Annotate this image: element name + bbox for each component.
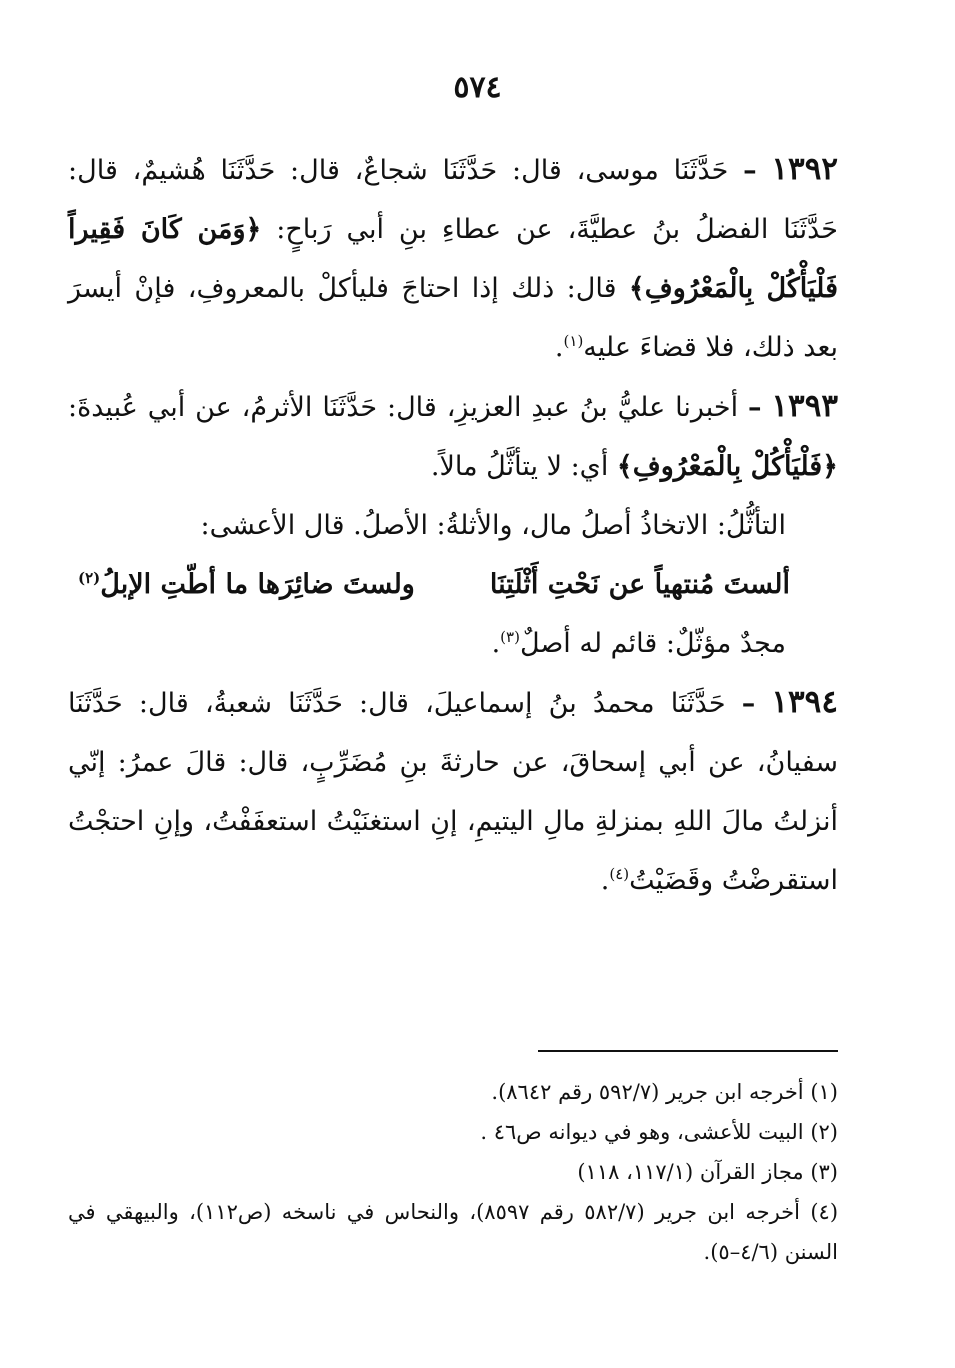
sentence-end: .	[491, 628, 501, 659]
footnote-1	[68, 1072, 838, 1112]
footnote-text: أخرجه ابن جرير (٥٨٢/٧ رقم ٨٥٩٧)، والنحاس في ناسخه (ص١١٢)، والبيهقي في السنن (٤/٦–٥).	[68, 1200, 838, 1264]
footnote-3	[68, 1152, 838, 1192]
footnote-label: (٢)	[810, 1120, 838, 1144]
footnote-reference: (٣)	[500, 628, 520, 646]
sentence-end: .	[600, 865, 610, 896]
footnote-label: (١)	[810, 1080, 838, 1104]
hadith-text: أخبرنا عليُّ بنُ عبدِ العزيزِ، قال: حَدَّثَنَا الأثرمُ، عن أبي عُبيدةَ:	[68, 392, 748, 423]
footnote-reference: (١)	[563, 332, 584, 350]
page-number: ٥٧٤	[453, 70, 502, 105]
hadith-1394	[68, 673, 838, 910]
hadith-text: حَدَّثَنَا موسى، قال: حَدَّثَنَا شجاعٌ، قال: حَدَّثَنَا هُشيمٌ، قال: حَدَّثَنَا الفضلُ بنُ عطيَّةَ، عن عطاءِ بنِ أبي رَباحٍ:	[68, 155, 838, 245]
separator-dash: –	[747, 392, 762, 423]
hadith-number: ١٣٩٤	[771, 684, 838, 720]
footnote-reference: (٢)	[78, 569, 101, 587]
hadith-1393	[68, 377, 838, 496]
sentence-end: .	[554, 332, 564, 363]
gloss-line	[68, 614, 838, 673]
footnote-label: (٣)	[810, 1160, 838, 1184]
footnote-divider	[538, 1050, 838, 1052]
footnote-reference: (٤)	[609, 865, 630, 883]
hadith-number: ١٣٩٢	[771, 151, 838, 187]
footnote-4	[68, 1192, 838, 1272]
hadith-text: أي: لا يتأثَّلُ مالاً.	[430, 451, 617, 482]
footnote-label: (٤)	[810, 1200, 839, 1224]
footnotes-section	[68, 1072, 838, 1272]
separator-dash: –	[743, 155, 757, 186]
hemistich-text: ولستَ ضائِرَها ما أطّتِ الإبلُ	[100, 569, 415, 600]
footnote-2	[68, 1112, 838, 1152]
hadith-text: قال: ذلك إذا احتاجَ فليأكلْ بالمعروفِ، فإنْ أيسرَ بعد ذلك، فلا قضاءَ عليه	[68, 273, 838, 363]
second-hemistich	[78, 555, 415, 614]
hadith-text: حَدَّثَنَا محمدُ بنُ إسماعيلَ، قال: حَدَّثَنَا شعبةُ، قال: حَدَّثَنَا سفيانُ، عن أبي إسحاقَ، عن حارثةَ بنِ مُضَرِّبٍ، قال: قالَ عمرُ: إنّي أنزلتُ مالَ اللهِ بمنزلةِ مالِ اليتيمِ، إنِ استغنَيْتُ استعفَفْتُ، وإنِ احتجْتُ استقرضْتُ وقَضَيْتُ	[68, 688, 838, 896]
gloss-text: مجدٌ مؤثّلٌ: قائم له أصلٌ	[519, 628, 786, 659]
first-hemistich: ألستَ مُنتهياً عن نَحْتِ أَثْلَتِنَا	[489, 569, 790, 600]
hadith-number: ١٣٩٣	[771, 388, 838, 424]
footnote-text: مجاز القرآن (١١٧/١، ١١٨)	[577, 1160, 811, 1184]
quran-verse: ﴿فَلْيَأْكُلْ بِالْمَعْرُوفِ﴾	[616, 451, 838, 482]
main-text	[68, 140, 838, 910]
poetry-verse	[68, 555, 838, 614]
separator-dash: –	[741, 688, 756, 719]
quran-verse: ﴿وَمَن كَانَ فَقِيراً فَلْيَأْكُلْ بِالْمَعْرُوفِ﴾	[68, 214, 838, 304]
footnote-text: البيت للأعشى، وهو في ديوانه ص٤٦ .	[480, 1120, 811, 1144]
hadith-1392	[68, 140, 838, 377]
explanation-line: التأثُّلُ: الاتخاذُ أصلُ مال، والأثلةُ: الأصلُ. قال الأعشى:	[200, 510, 786, 541]
footnote-text: أخرجه ابن جرير (٥٩٢/٧ رقم ٨٦٤٢).	[491, 1080, 811, 1104]
